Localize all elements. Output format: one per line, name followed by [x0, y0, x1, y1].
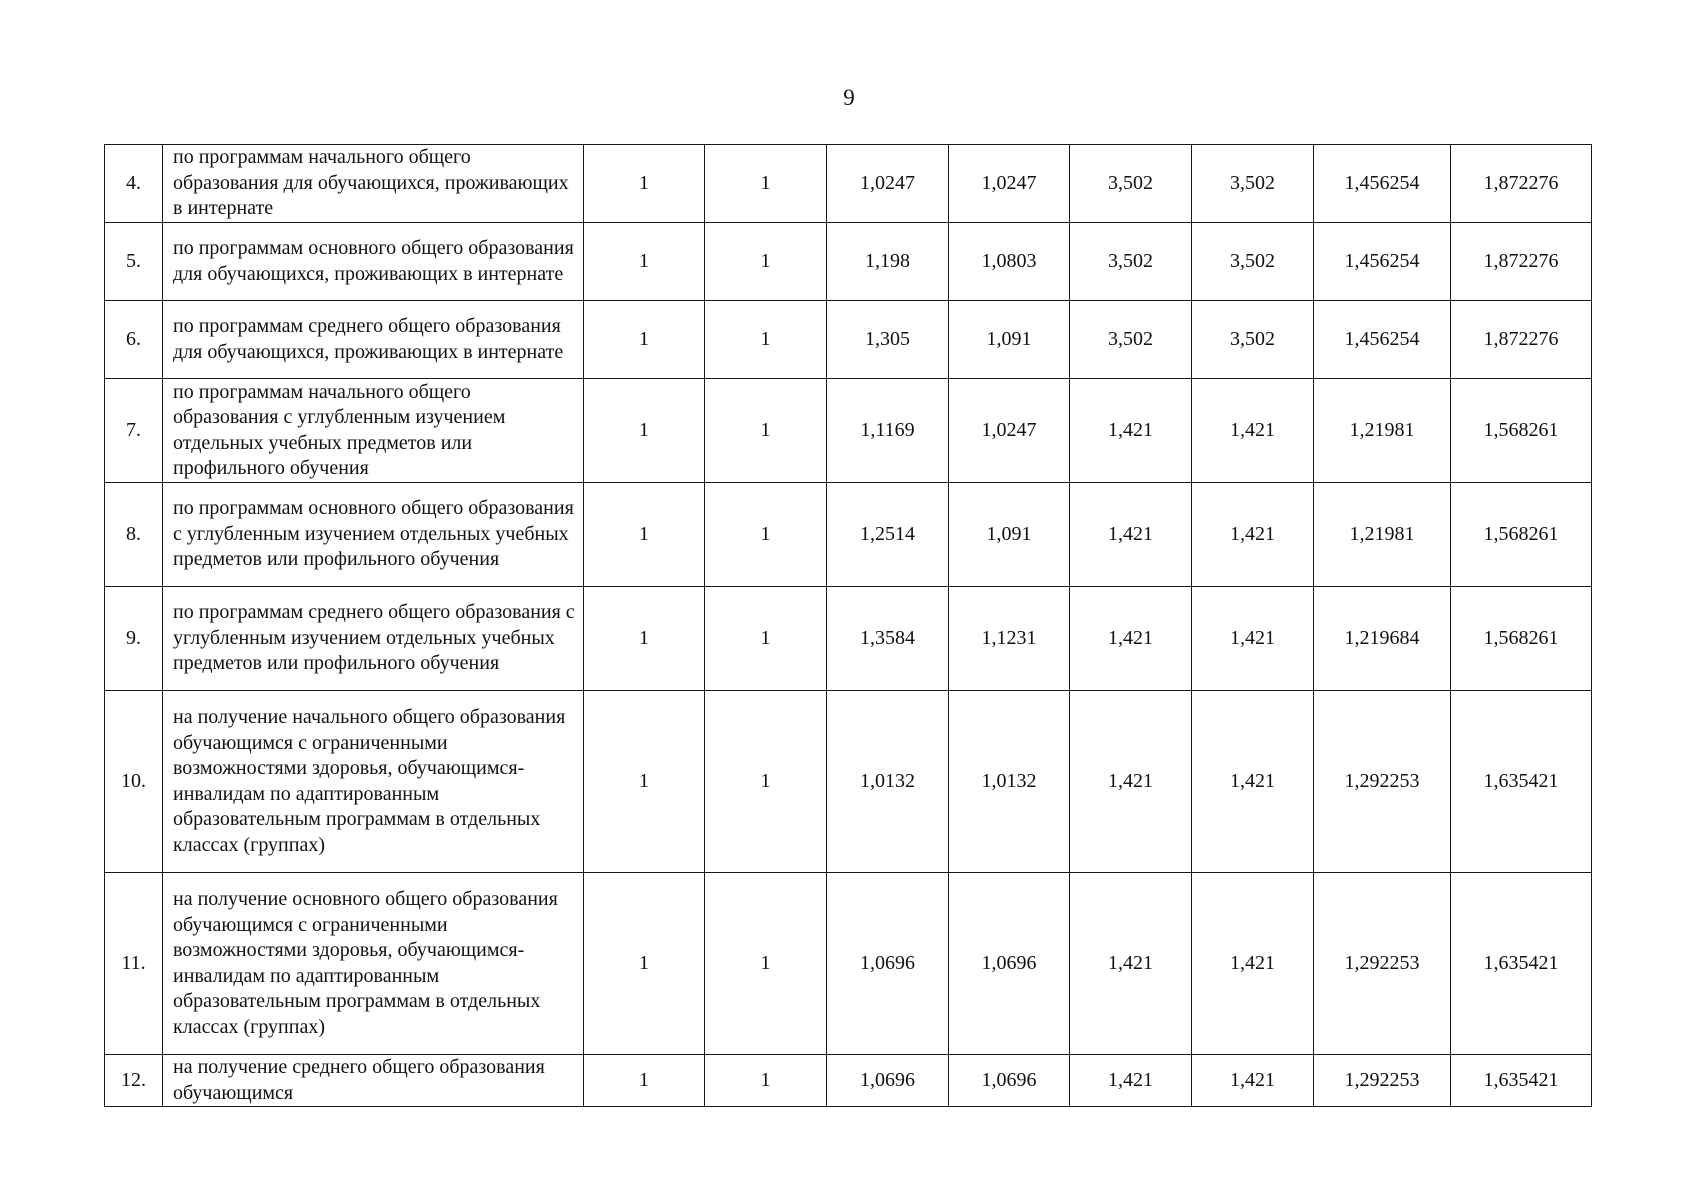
table-cell: 1,2514: [827, 483, 949, 587]
row-description: по программам начального общего образования для обучающихся, проживающих в интернате: [163, 145, 584, 223]
row-number: 7.: [105, 379, 163, 483]
table-cell: 1: [705, 483, 827, 587]
table-cell: 1,3584: [827, 587, 949, 691]
table-row: [105, 145, 1592, 223]
table-cell: 1: [705, 873, 827, 1055]
table-cell: 1,635421: [1451, 873, 1592, 1055]
table-cell: 1,1169: [827, 379, 949, 483]
table-cell: 3,502: [1192, 223, 1314, 301]
table-cell: 1: [584, 587, 705, 691]
coefficients-table: [104, 144, 1592, 1107]
row-number: 4.: [105, 145, 163, 223]
row-description: по программам основного общего образования с углубленным изучением отдельных учебных предметов или профильного обучения: [163, 483, 584, 587]
table-cell: 1: [584, 873, 705, 1055]
table-cell: 1,0696: [827, 873, 949, 1055]
table-cell: 1: [705, 691, 827, 873]
table-cell: 1,421: [1192, 587, 1314, 691]
table-cell: 3,502: [1192, 301, 1314, 379]
table-cell: 1,635421: [1451, 1055, 1592, 1107]
table-cell: 3,502: [1192, 145, 1314, 223]
table-row: [105, 873, 1592, 1055]
row-description: по программам основного общего образования для обучающихся, проживающих в интернате: [163, 223, 584, 301]
table-cell: 1,0247: [949, 145, 1070, 223]
table-cell: 1: [705, 1055, 827, 1107]
row-number: 12.: [105, 1055, 163, 1107]
table-cell: 1,568261: [1451, 379, 1592, 483]
table-cell: 1: [705, 145, 827, 223]
table-cell: 1,0132: [949, 691, 1070, 873]
table-cell: 1,292253: [1314, 691, 1451, 873]
table-row: [105, 587, 1592, 691]
row-description: по программам среднего общего образования для обучающихся, проживающих в интернате: [163, 301, 584, 379]
table-cell: 1,421: [1192, 483, 1314, 587]
table-cell: 3,502: [1070, 301, 1192, 379]
row-description: по программам начального общего образования с углубленным изучением отдельных учебных предметов или профильного обучения: [163, 379, 584, 483]
row-description: на получение среднего общего образования обучающимся: [163, 1055, 584, 1107]
table-cell: 1,0696: [949, 1055, 1070, 1107]
table-cell: 3,502: [1070, 223, 1192, 301]
row-description: на получение основного общего образования обучающимся с ограниченными возможностями здоровья, обучающимся-инвалидам по адаптированным образовательным программам в отдельных классах (группах): [163, 873, 584, 1055]
table-cell: 1,0247: [949, 379, 1070, 483]
table-cell: 1: [584, 1055, 705, 1107]
table-cell: 1,0803: [949, 223, 1070, 301]
table-cell: 1,292253: [1314, 873, 1451, 1055]
table-cell: 1,0696: [949, 873, 1070, 1055]
table-cell: 1,421: [1070, 483, 1192, 587]
table-cell: 1,421: [1070, 587, 1192, 691]
table-cell: 1: [705, 379, 827, 483]
table-cell: 1,872276: [1451, 301, 1592, 379]
table-cell: 1,456254: [1314, 301, 1451, 379]
table-cell: 1: [584, 223, 705, 301]
table-cell: 1,872276: [1451, 223, 1592, 301]
table-cell: 1: [705, 301, 827, 379]
table-cell: 1: [584, 379, 705, 483]
table-row: [105, 691, 1592, 873]
row-number: 5.: [105, 223, 163, 301]
row-number: 8.: [105, 483, 163, 587]
table-cell: 1,421: [1070, 691, 1192, 873]
table-cell: 1,635421: [1451, 691, 1592, 873]
table-row: [105, 379, 1592, 483]
row-description: по программам среднего общего образования с углубленным изучением отдельных учебных предметов или профильного обучения: [163, 587, 584, 691]
table-cell: 1,305: [827, 301, 949, 379]
row-number: 10.: [105, 691, 163, 873]
table-cell: 1,0247: [827, 145, 949, 223]
table-cell: 1: [705, 223, 827, 301]
table-cell: 1,568261: [1451, 587, 1592, 691]
table-cell: 1,21981: [1314, 483, 1451, 587]
table-cell: 1,1231: [949, 587, 1070, 691]
table-cell: 1,872276: [1451, 145, 1592, 223]
table-cell: 1,21981: [1314, 379, 1451, 483]
page-number: 9: [843, 85, 855, 110]
table-cell: 1,091: [949, 301, 1070, 379]
table-cell: 1,292253: [1314, 1055, 1451, 1107]
table-cell: 1,421: [1070, 1055, 1192, 1107]
table-cell: 1,568261: [1451, 483, 1592, 587]
table-cell: 1,0132: [827, 691, 949, 873]
table-cell: 1,456254: [1314, 223, 1451, 301]
table-row: [105, 483, 1592, 587]
table-cell: 1,421: [1192, 1055, 1314, 1107]
table-row: [105, 223, 1592, 301]
row-description: на получение начального общего образования обучающимся с ограниченными возможностями здоровья, обучающимся-инвалидам по адаптированным образовательным программам в отдельных классах (группах): [163, 691, 584, 873]
table-cell: 1: [584, 483, 705, 587]
table-cell: 1: [705, 587, 827, 691]
table-cell: 1: [584, 691, 705, 873]
table-cell: 1,421: [1192, 379, 1314, 483]
table-cell: 1,0696: [827, 1055, 949, 1107]
table-row: [105, 1055, 1592, 1107]
table-cell: 1,456254: [1314, 145, 1451, 223]
table-cell: 1: [584, 145, 705, 223]
row-number: 6.: [105, 301, 163, 379]
table-row: [105, 301, 1592, 379]
table-cell: 1,219684: [1314, 587, 1451, 691]
row-number: 9.: [105, 587, 163, 691]
table-cell: 1,421: [1192, 873, 1314, 1055]
table-cell: 1: [584, 301, 705, 379]
table-cell: 1,421: [1070, 873, 1192, 1055]
table-cell: 1,421: [1070, 379, 1192, 483]
table-cell: 1,198: [827, 223, 949, 301]
row-number: 11.: [105, 873, 163, 1055]
table-cell: 1,091: [949, 483, 1070, 587]
table-cell: 1,421: [1192, 691, 1314, 873]
table-cell: 3,502: [1070, 145, 1192, 223]
